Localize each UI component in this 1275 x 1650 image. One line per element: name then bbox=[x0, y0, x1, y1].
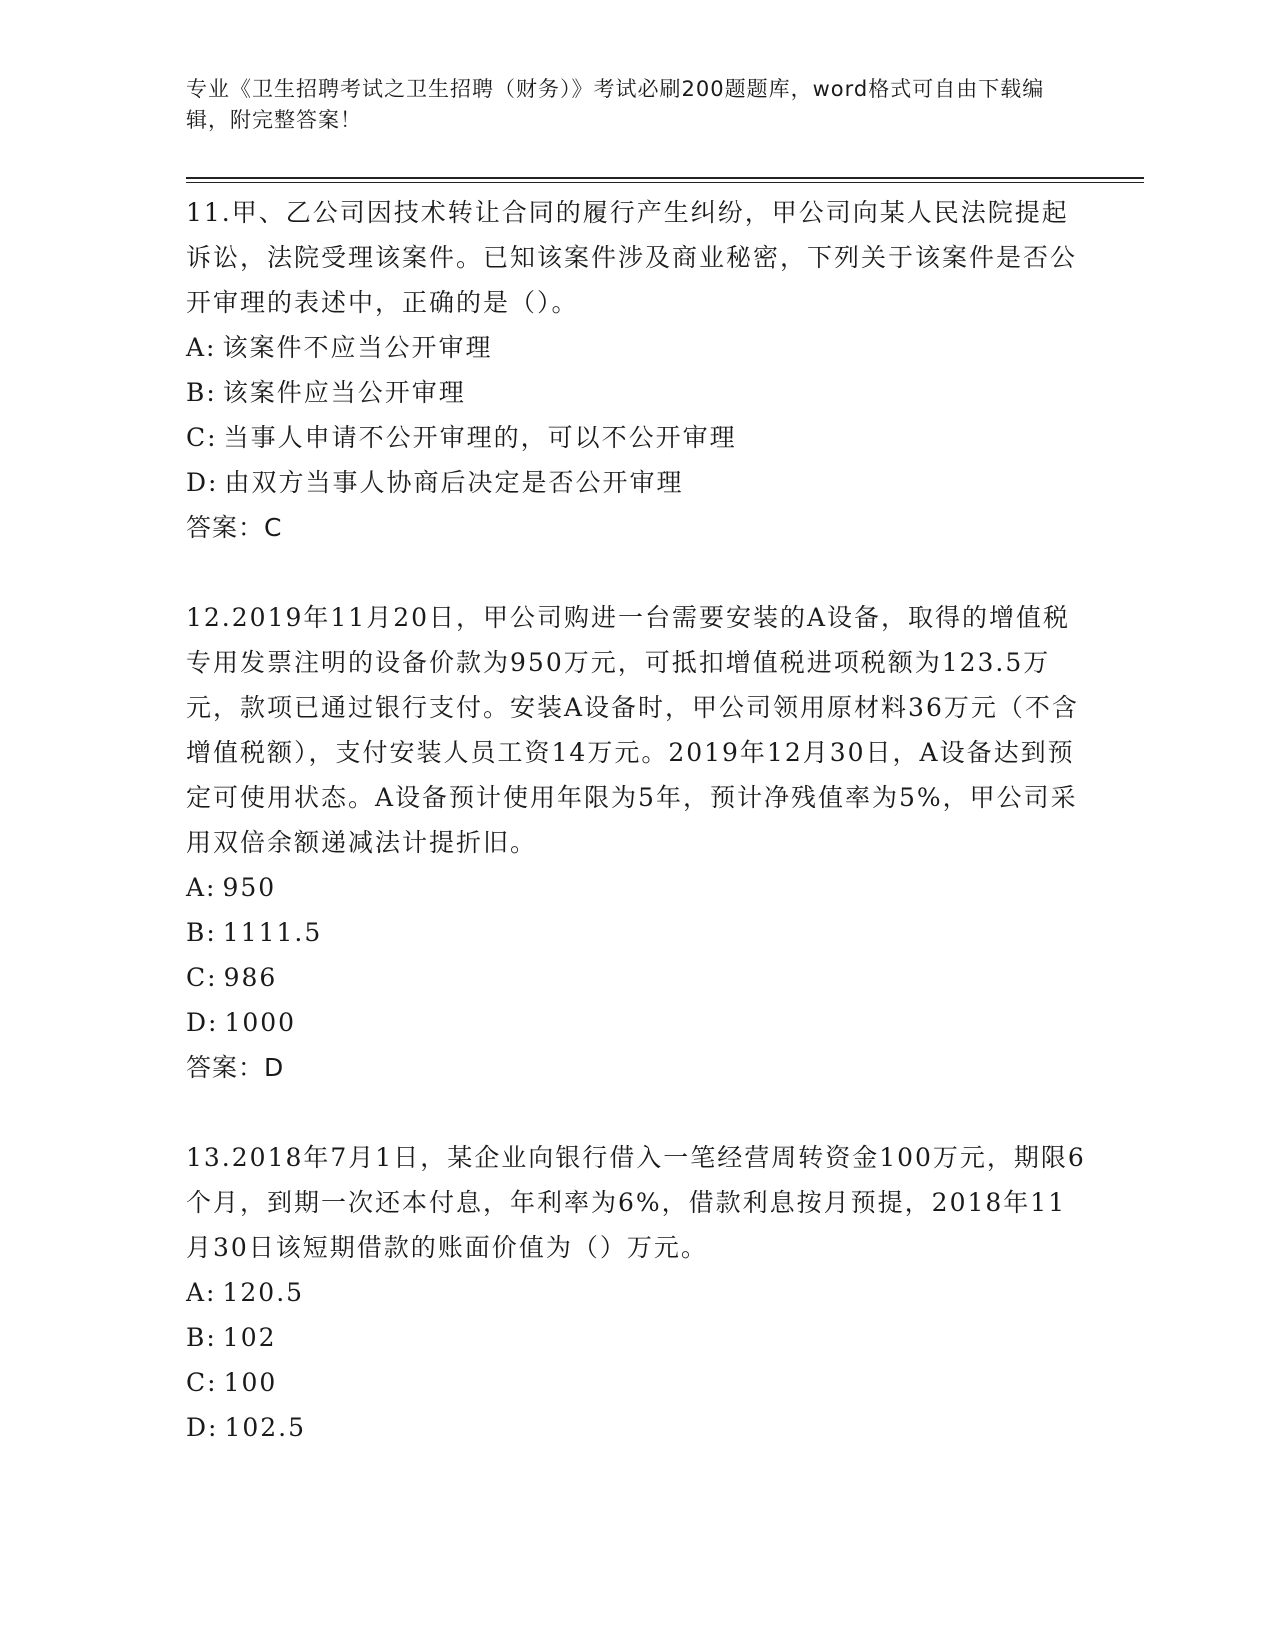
option-b bbox=[186, 370, 1086, 415]
option-c bbox=[186, 955, 1086, 1000]
option-text: 1000 bbox=[224, 1008, 297, 1037]
header-divider-thick bbox=[186, 177, 1144, 179]
option-letter: A: bbox=[186, 1278, 217, 1307]
option-letter: C: bbox=[186, 963, 218, 992]
question-13 bbox=[186, 1135, 1086, 1450]
question-list bbox=[186, 190, 1086, 1450]
option-letter: A: bbox=[186, 873, 217, 902]
option-letter: B: bbox=[186, 378, 217, 407]
option-letter: A: bbox=[186, 333, 217, 362]
option-letter: C: bbox=[186, 1368, 218, 1397]
option-letter: B: bbox=[186, 918, 217, 947]
question-spacer bbox=[186, 1090, 1086, 1135]
option-letter: D: bbox=[186, 1413, 219, 1442]
option-b bbox=[186, 1315, 1086, 1360]
header-divider-thin bbox=[186, 182, 1144, 183]
option-d bbox=[186, 1000, 1086, 1045]
option-text: 102 bbox=[222, 1323, 277, 1352]
option-b bbox=[186, 910, 1086, 955]
option-c bbox=[186, 1360, 1086, 1405]
option-a bbox=[186, 325, 1086, 370]
option-a bbox=[186, 865, 1086, 910]
option-c bbox=[186, 415, 1086, 460]
option-text: 950 bbox=[222, 873, 277, 902]
option-text: 当事人申请不公开审理的，可以不公开审理 bbox=[223, 423, 737, 452]
option-text: 1111.5 bbox=[222, 918, 323, 947]
question-stem: 13.2018年7月1日，某企业向银行借入一笔经营周转资金100万元，期限6个月，到期一次还本付息，年利率为6%，借款利息按月预提，2018年11月30日该短期借款的账面价值为（）万元。 bbox=[186, 1143, 1086, 1262]
option-letter: B: bbox=[186, 1323, 217, 1352]
option-text: 该案件应当公开审理 bbox=[222, 378, 466, 407]
answer-line: 答案：C bbox=[186, 513, 283, 542]
option-text: 由双方当事人协商后决定是否公开审理 bbox=[224, 468, 684, 497]
answer-line: 答案：D bbox=[186, 1053, 285, 1082]
option-letter: D: bbox=[186, 1008, 219, 1037]
option-text: 100 bbox=[223, 1368, 278, 1397]
option-text: 102.5 bbox=[224, 1413, 307, 1442]
option-a bbox=[186, 1270, 1086, 1315]
question-stem: 12.2019年11月20日，甲公司购进一台需要安装的A设备，取得的增值税专用发票注明的设备价款为950万元，可抵扣增值税进项税额为123.5万元，款项已通过银行支付。安装A设备时，甲公司领用原材料36万元（不含增值税额），支付安装人员工资14万元。2019年12月30日，A设备达到预定可使用状态。A设备预计使用年限为5年，预计净残值率为5%，甲公司采用双倍余额递减法计提折旧。 bbox=[186, 603, 1079, 857]
option-text: 该案件不应当公开审理 bbox=[222, 333, 493, 362]
question-12 bbox=[186, 595, 1086, 1090]
option-letter: C: bbox=[186, 423, 218, 452]
option-text: 120.5 bbox=[222, 1278, 305, 1307]
question-spacer bbox=[186, 550, 1086, 595]
question-stem: 11.甲、乙公司因技术转让合同的履行产生纠纷，甲公司向某人民法院提起诉讼，法院受理该案件。已知该案件涉及商业秘密，下列关于该案件是否公开审理的表述中，正确的是（）。 bbox=[186, 198, 1078, 317]
option-letter: D: bbox=[186, 468, 219, 497]
option-d bbox=[186, 460, 1086, 505]
question-11 bbox=[186, 190, 1086, 550]
option-text: 986 bbox=[223, 963, 278, 992]
document-header: 专业《卫生招聘考试之卫生招聘（财务）》考试必刷200题题库，word格式可自由下载编辑，附完整答案！ bbox=[186, 77, 1045, 132]
option-d bbox=[186, 1405, 1086, 1450]
